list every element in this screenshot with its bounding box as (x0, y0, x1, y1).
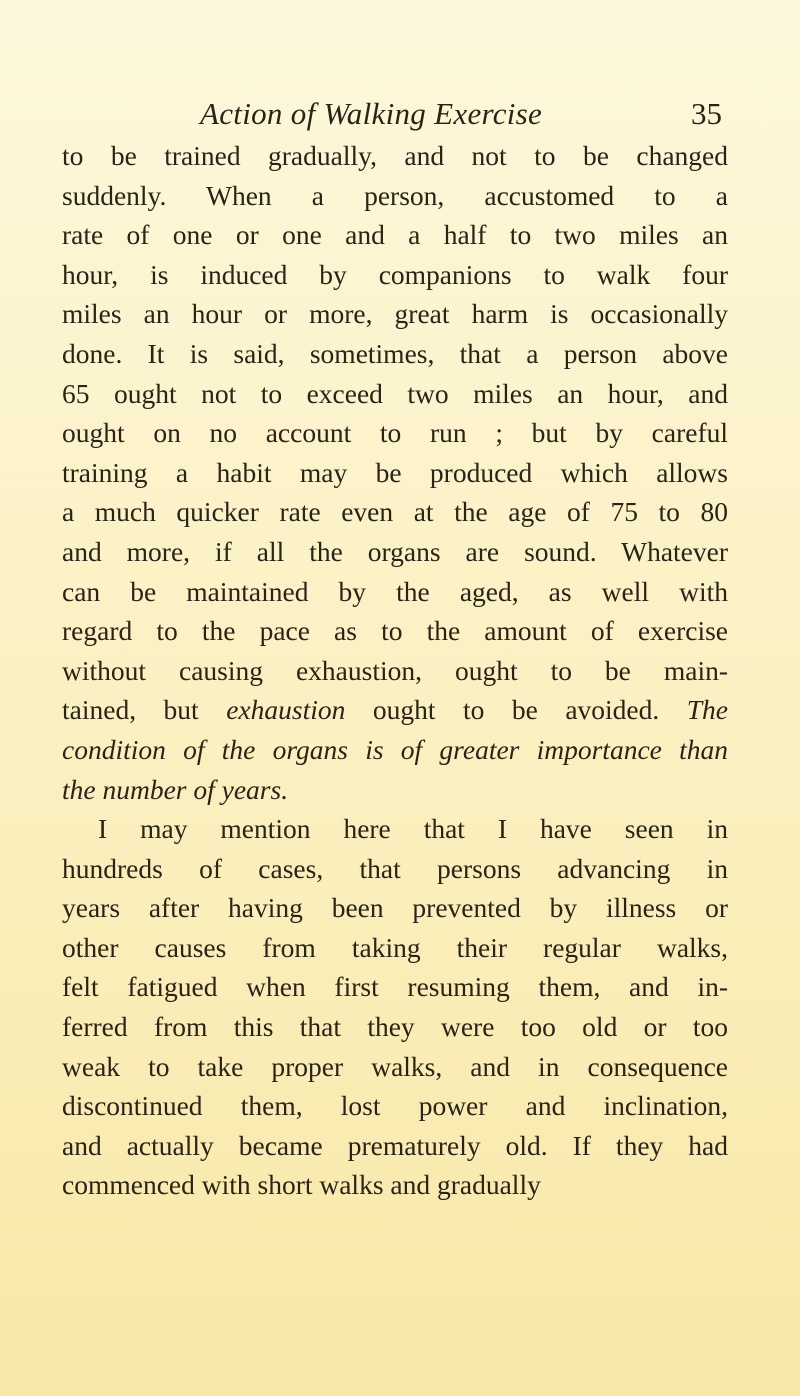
paragraph (62, 136, 728, 809)
text-run: hundreds of cases, that persons advancing in (62, 852, 728, 884)
text-line (62, 215, 728, 255)
text-line (62, 967, 728, 1007)
text-run: regard to the pace as to the amount of exercise (62, 615, 728, 647)
text-line (62, 294, 728, 334)
text-run: felt fatigued when first resuming them, and in- (62, 971, 728, 1003)
text-run: ought on no account to run ; but by careful (62, 417, 728, 449)
text-run: hour, is induced by companions to walk four (62, 258, 728, 290)
text-run: I may mention here that I have seen in (98, 813, 728, 845)
text-run: training a habit may be produced which allows (62, 456, 728, 488)
text-line (62, 1126, 728, 1166)
paragraph (62, 809, 728, 1205)
text-line (62, 453, 728, 493)
text-line (62, 730, 728, 770)
text-line (62, 255, 728, 295)
text-run: done. It is said, sometimes, that a person above (62, 337, 728, 369)
italic-text: the number of years. (62, 773, 289, 805)
text-line (62, 492, 728, 532)
text-line (62, 888, 728, 928)
text-run: can be maintained by the aged, as well with (62, 575, 728, 607)
text-line (62, 611, 728, 651)
text-run: and more, if all the organs are sound. Whatever (62, 535, 728, 567)
text-run: to be trained gradually, and not to be changed (62, 140, 728, 171)
text-line (62, 176, 728, 216)
text-line (62, 413, 728, 453)
text-line (62, 1007, 728, 1047)
text-line (62, 928, 728, 968)
text-line (62, 770, 728, 810)
text-line (62, 849, 728, 889)
text-run: a much quicker rate even at the age of 75 to 80 (62, 496, 728, 528)
text-run: commenced with short walks and gradually (62, 1169, 541, 1201)
body-text (62, 136, 728, 1205)
text-line (62, 1047, 728, 1087)
text-run: other causes from taking their regular walks, (62, 931, 728, 963)
running-title: Action of Walking Exercise (200, 96, 543, 131)
text-line (62, 1086, 728, 1126)
page-number: 35 (691, 96, 722, 131)
text-run: discontinued them, lost power and inclination, (62, 1090, 728, 1122)
text-run: without causing exhaustion, ought to be main- (62, 654, 728, 686)
text-run: and actually became prematurely old. If they had (62, 1129, 728, 1161)
italic-text: The (686, 694, 728, 726)
text-run: tained, but (62, 694, 227, 726)
text-line (62, 690, 728, 730)
text-run: ought to be avoided. (345, 694, 687, 726)
text-line (62, 651, 728, 691)
text-run: 65 ought not to exceed two miles an hour, and (62, 377, 728, 409)
running-head (0, 96, 800, 140)
text-line (62, 809, 728, 849)
text-line (62, 334, 728, 374)
text-run: years after having been prevented by illness or (62, 892, 728, 924)
text-run: rate of one or one and a half to two miles an (62, 219, 728, 251)
text-line (62, 572, 728, 612)
italic-text: exhaustion (226, 694, 346, 726)
text-run: ferred from this that they were too old or too (62, 1011, 728, 1043)
text-line (62, 374, 728, 414)
text-run: miles an hour or more, great harm is occasionally (62, 298, 728, 330)
text-line (62, 136, 728, 176)
text-run: weak to take proper walks, and in consequence (62, 1050, 728, 1082)
italic-text: condition of the organs is of greater importance than (62, 733, 728, 765)
text-line (62, 532, 728, 572)
text-line (62, 1165, 728, 1205)
text-run: suddenly. When a person, accustomed to a (62, 179, 728, 211)
